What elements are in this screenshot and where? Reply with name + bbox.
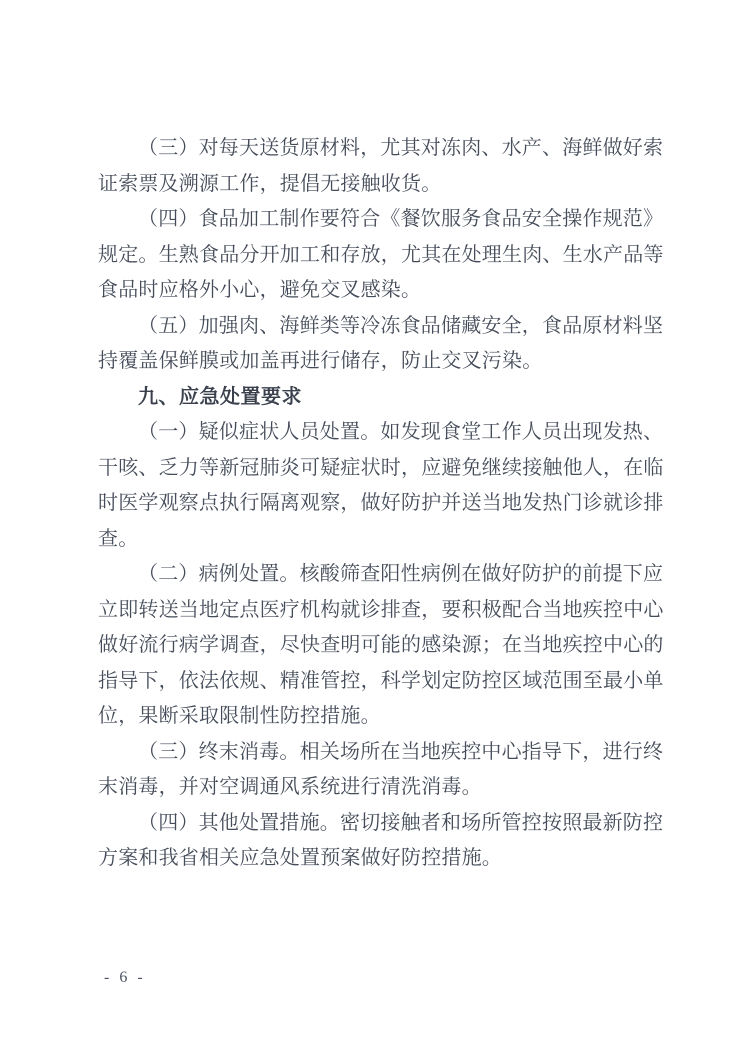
text-line: 时医学观察点执行隔离观察，做好防护并送当地发热门诊就诊排 (98, 492, 664, 514)
text-line: （四）食品加工制作要符合《餐饮服务食品安全操作规范》 (138, 208, 664, 230)
paragraph-item-1 (98, 415, 664, 557)
text-line: 做好流行病学调查，尽快查明可能的感染源；在当地疾控中心的 (98, 634, 664, 656)
text-line: 证索票及溯源工作，提倡无接触收货。 (98, 172, 442, 195)
paragraph-item-4 (98, 202, 664, 309)
paragraph-item-3 (98, 131, 664, 202)
section-heading-text: 九、应急处置要求 (138, 385, 302, 408)
document-body (98, 131, 664, 877)
page-number: - 6 - (104, 969, 146, 986)
page-footer (104, 966, 146, 990)
text-line: 立即转送当地定点医疗机构就诊排查，要积极配合当地疾控中心 (98, 598, 664, 621)
text-line: 持覆盖保鲜膜或加盖再进行储存，防止交叉污染。 (98, 350, 543, 372)
text-line: 食品时应格外小心，避免交叉感染。 (98, 279, 422, 301)
text-line: 干咳、乏力等新冠肺炎可疑症状时，应避免继续接触他人，在临 (98, 456, 664, 479)
paragraph-item-2 (98, 557, 664, 735)
text-line: 位，果断采取限制性防控措施。 (98, 705, 381, 727)
text-line: （二）病例处置。核酸筛查阳性病例在做好防护的前提下应 (138, 563, 664, 585)
paragraph-item-7 (98, 806, 664, 877)
paragraph-item-6 (98, 735, 664, 806)
text-line: 查。 (98, 527, 139, 550)
paragraph-item-5 (98, 309, 664, 380)
text-line: （四）其他处置措施。密切接触者和场所管控按照最新防控 (138, 811, 664, 834)
text-line: （三）对每天送货原材料，尤其对冻肉、水产、海鲜做好索 (138, 137, 664, 159)
text-line: 方案和我省相关应急处置预案做好防控措施。 (98, 847, 502, 869)
section-heading (98, 380, 664, 416)
text-line: （一）疑似症状人员处置。如发现食堂工作人员出现发热、 (138, 421, 664, 443)
text-line: （三）终末消毒。相关场所在当地疾控中心指导下，进行终 (138, 740, 664, 763)
text-line: 规定。生熟食品分开加工和存放，尤其在处理生肉、生水产品等 (98, 243, 664, 266)
text-line: 指导下，依法依规、精准管控，科学划定防控区域范围至最小单 (98, 669, 664, 692)
text-line: 末消毒，并对空调通风系统进行清洗消毒。 (98, 776, 482, 798)
text-line: （五）加强肉、海鲜类等冷冻食品储藏安全，食品原材料坚 (138, 314, 664, 337)
